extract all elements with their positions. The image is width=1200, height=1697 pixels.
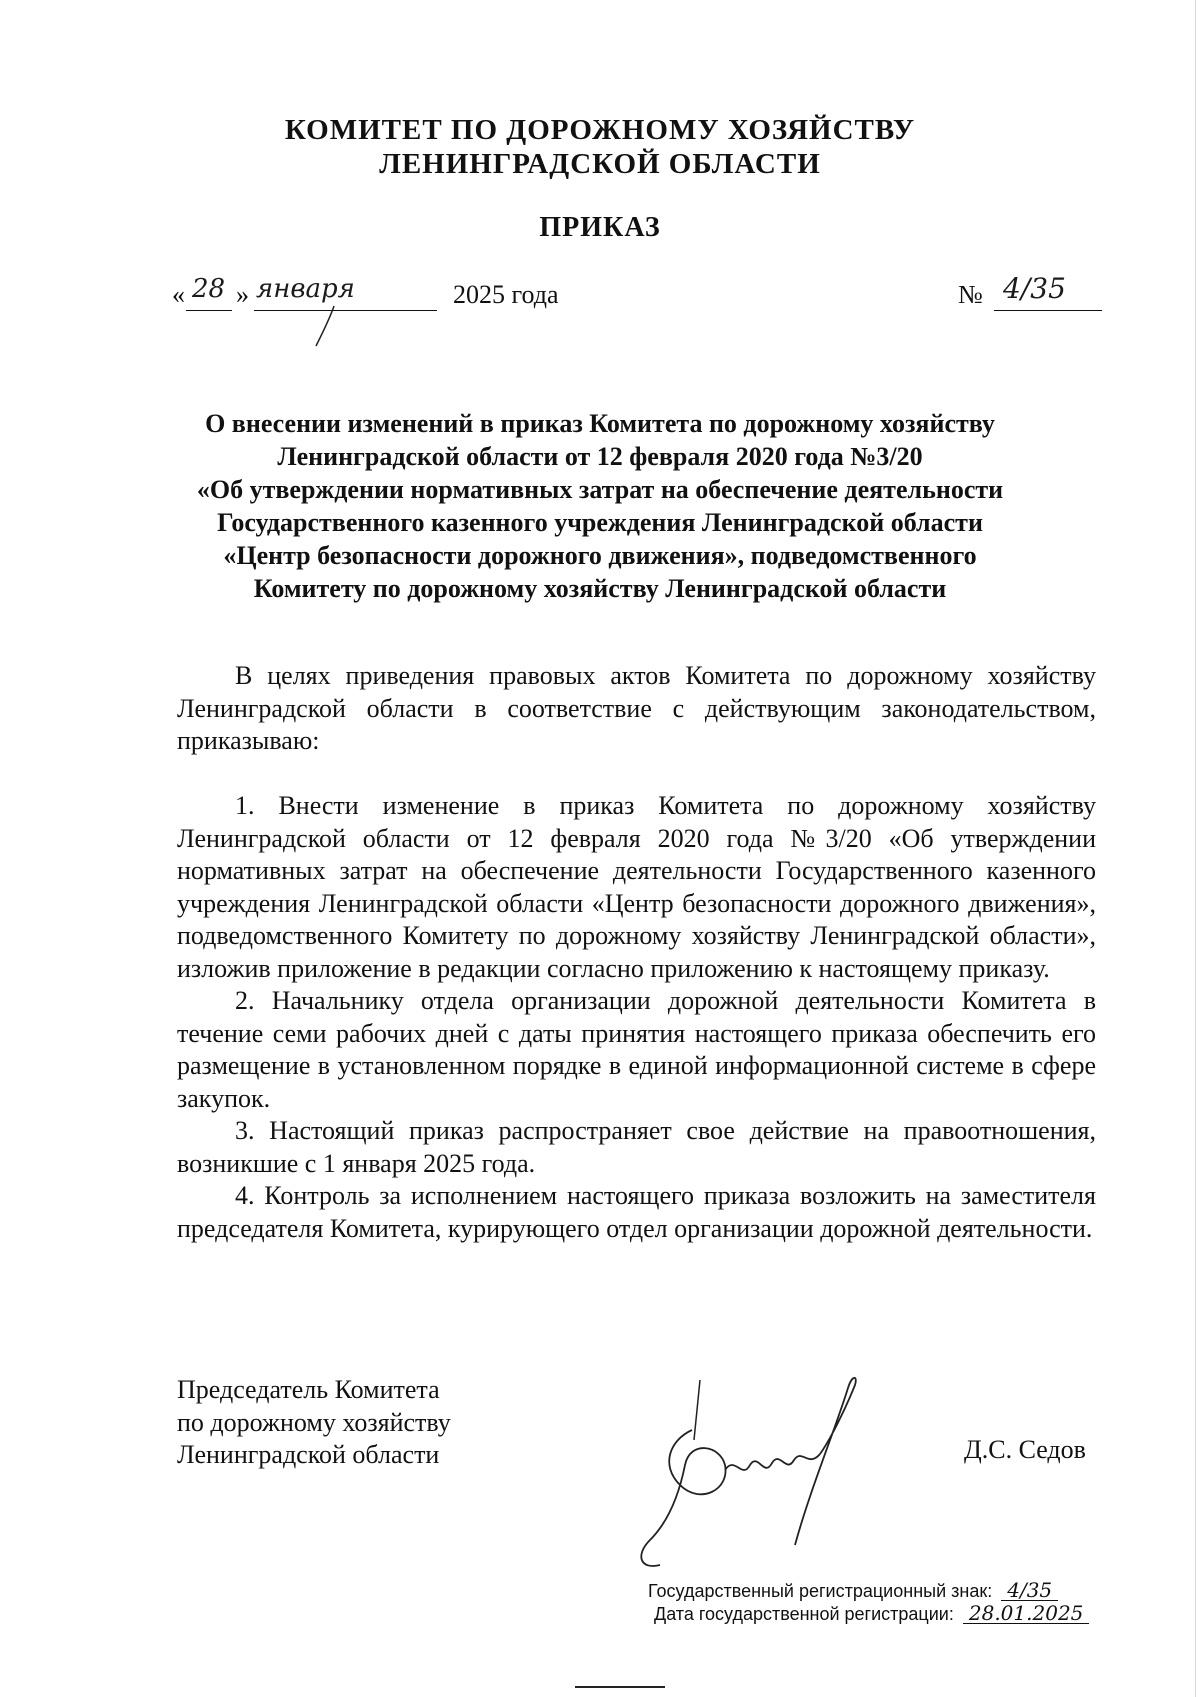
order-items: [177, 790, 1096, 1245]
date-month-handwritten: января: [256, 274, 355, 304]
number-handwritten: 4/35: [1003, 272, 1066, 305]
subject-line: «Центр безопасности дорожного движения», подведомственного: [223, 541, 977, 570]
registration-block: [648, 1580, 1089, 1626]
order-item-4: 4. Контроль за исполнением настоящего приказа возложить на заместителя председателя Комитета, курирующего отдел организации дорожной деятельности.: [177, 1181, 1096, 1243]
org-name-line-2: ЛЕНИНГРАДСКОЙ ОБЛАСТИ: [379, 148, 821, 180]
order-subject: [140, 407, 1060, 605]
subject-line: «Об утверждении нормативных затрат на обеспечение деятельности: [196, 475, 1004, 504]
registration-date-row: [648, 1603, 1089, 1626]
position-line: Председатель Комитета: [177, 1375, 440, 1404]
date-day-underline: [186, 310, 232, 311]
handwritten-signature: [630, 1370, 930, 1570]
preamble: [177, 660, 1096, 758]
document-type-title: ПРИКАЗ: [539, 212, 661, 243]
registration-sign-value: 4/35: [1001, 1580, 1058, 1601]
bottom-scan-mark: [575, 1686, 665, 1688]
signatory-position: [177, 1374, 451, 1472]
date-year: 2025 года: [453, 280, 559, 309]
subject-line: Государственного казенного учреждения Ленинградской области: [217, 508, 983, 537]
position-line: Ленинградской области: [177, 1440, 440, 1469]
order-item-3: 3. Настоящий приказ распространяет свое действие на правоотношения, возникшие с 1 января 2025 года.: [177, 1116, 1096, 1178]
registration-sign-row: [648, 1580, 1089, 1603]
subject-line: О внесении изменений в приказ Комитета по дорожному хозяйству: [205, 409, 995, 438]
order-number: [958, 272, 1108, 320]
date-day-handwritten: 28: [192, 274, 226, 304]
handwriting-stroke-icon: [312, 304, 342, 350]
signatory-name: Д.С. Седов: [964, 1435, 1086, 1464]
subject-line: Комитету по дорожному хозяйству Ленинградской области: [253, 574, 947, 603]
registration-date-label: Дата государственной регистрации:: [654, 1604, 954, 1624]
org-name-line-1: КОМИТЕТ ПО ДОРОЖНОМУ ХОЗЯЙСТВУ: [284, 114, 916, 146]
registration-date-value: 28.01.2025: [963, 1603, 1090, 1624]
order-item-1: 1. Внести изменение в приказ Комитета по дорожному хозяйству Ленинградской области от 12 февраля 2020 года №3/20 «Об утверждении нормативных затрат на обеспечение деятельности Государственного казенного учреждения Ленинградской области «Центр безопасности дорожного движения», подведомственного Комитету по дорожному хозяйству Ленинградской области», изложив приложение в редакции согласно приложению к настоящему приказу.: [177, 791, 1096, 983]
order-date: [172, 274, 572, 320]
number-label: №: [958, 280, 983, 309]
position-line: по дорожному хозяйству: [177, 1407, 451, 1437]
scan-edge-line: [1195, 0, 1196, 1697]
registration-sign-label: Государственный регистрационный знак:: [648, 1581, 993, 1601]
subject-line: Ленинградской области от 12 февраля 2020 года №3/20: [277, 442, 923, 471]
number-underline: [994, 310, 1102, 311]
date-close-quote: »: [236, 280, 249, 309]
date-open-quote: «: [172, 280, 185, 309]
date-month-underline: [254, 310, 437, 311]
order-item-2: 2. Начальнику отдела организации дорожной деятельности Комитета в течение семи рабочих дней с даты принятия настоящего приказа обеспечить его размещение в установленном порядке в единой информационной системе в сфере закупок.: [177, 986, 1096, 1113]
preamble-text: В целях приведения правовых актов Комитета по дорожному хозяйству Ленинградской области в соответствие с действующим законодательством, приказываю:: [177, 661, 1096, 755]
